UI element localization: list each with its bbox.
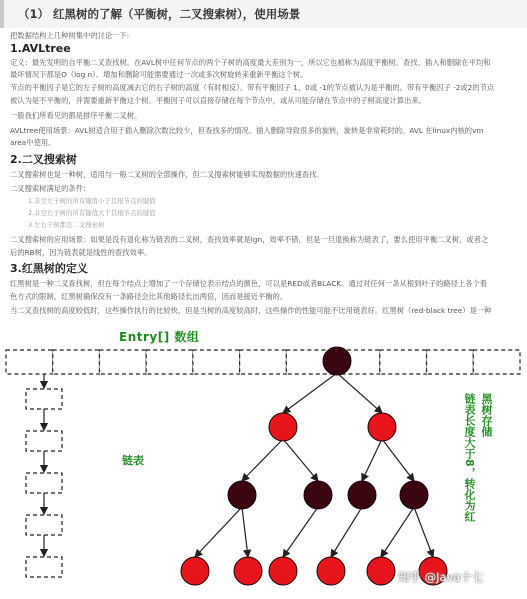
array-slot bbox=[473, 350, 520, 374]
array-slot bbox=[240, 350, 287, 374]
bst-heading: 2.二叉搜索树 bbox=[10, 153, 77, 166]
array-slot bbox=[99, 350, 146, 374]
tree-edge bbox=[381, 507, 414, 557]
linked-list-label: 链表 bbox=[122, 454, 144, 467]
tree-edge bbox=[382, 439, 414, 481]
rbt-line: 色方式的限制，红黑树确保没有一条路径会比其他路径长出两倍，因而是接近平衡的。 bbox=[10, 292, 288, 301]
black-tree-node bbox=[323, 347, 351, 375]
bst-condition: 3.左右子树都是二叉搜索树 bbox=[28, 221, 105, 229]
rbt-line: 红黑树是一种二叉查找树，但在每个结点上增加了一个存储位表示结点的颜色，可以是RED或者BLACK。通过对任何一条从根到叶子的路径上各个着 bbox=[10, 279, 488, 288]
chain-node bbox=[26, 515, 62, 535]
tree-edge bbox=[242, 507, 248, 557]
black-tree-node bbox=[304, 481, 332, 509]
watermark: 知乎 @Java十七 bbox=[398, 570, 484, 584]
section-title: （1） 红黑树的了解（平衡树，二叉搜索树），使用场景 bbox=[0, 0, 527, 28]
avl-line: area中使用。 bbox=[10, 138, 56, 147]
intro-text: 把数据结构上几种树集中的讨论一下: bbox=[10, 31, 130, 40]
avl-heading: 1.AVLtree bbox=[10, 42, 71, 55]
tree-edge bbox=[337, 373, 382, 413]
tree-edge bbox=[362, 439, 382, 481]
array-slot bbox=[146, 350, 193, 374]
tree-edge bbox=[331, 507, 362, 557]
tree-edge bbox=[283, 373, 337, 413]
avl-line: 定义：最先发明的自平衡二叉查找树。在AVL树中任何节点的两个子树的高度最大差别为一，所以它也被称为高度平衡树。查找、插入和删除在平均和 bbox=[10, 58, 491, 67]
array-slot bbox=[53, 350, 100, 374]
black-tree-node bbox=[400, 481, 428, 509]
array-slot bbox=[193, 350, 240, 374]
red-tree-node bbox=[367, 557, 395, 585]
rbt-heading: 3.红黑树的定义 bbox=[10, 262, 88, 275]
avl-line: 节点的平衡因子是它的左子树的高度减去它的右子树的高度（有时相反）。带有平衡因子 1、0或 -1的节点被认为是平衡的。带有平衡因子 -2或2的节点 bbox=[10, 83, 495, 92]
bst-usage: 二叉搜索树的应用场景：如果是没有退化称为链表的二叉树，查找效率就是lgn，效率不错，但是一旦退换称为链表了，要么使用平衡二叉树，或者之 bbox=[10, 235, 489, 244]
tree-edge bbox=[195, 507, 242, 557]
chain-node bbox=[26, 557, 62, 577]
red-tree-node bbox=[181, 557, 209, 585]
tree-edge bbox=[283, 439, 318, 481]
chain-node bbox=[26, 389, 62, 409]
bst-condition: 2.非空右子树的所有键值大于其根节点的键值 bbox=[28, 209, 156, 217]
bst-line: 二叉搜索树满足的条件： bbox=[10, 184, 91, 193]
avl-line: 一般我们所看见的都是排序平衡二叉树。 bbox=[10, 111, 142, 120]
bst-condition: 1.非空左子树的所有键值小于其根节点的键值 bbox=[28, 197, 156, 205]
treeify-note: 黑树存储 bbox=[480, 393, 493, 437]
avl-line: 最坏情况下都是O（log n）。增加和删除可能需要通过一次或多次树旋转来重新平衡这个树。 bbox=[10, 70, 308, 79]
chain-node bbox=[26, 473, 62, 493]
red-tree-node bbox=[234, 557, 262, 585]
tree-edge bbox=[414, 507, 433, 557]
avl-line: 被认为是不平衡的，并需要重新平衡这个树。平衡因子可以直接存储在每个节点中，或从可能存储在节点中的子树高度计算出来。 bbox=[10, 96, 426, 105]
tree-edge bbox=[242, 439, 283, 481]
tree-edge bbox=[283, 507, 318, 557]
black-tree-node bbox=[228, 481, 256, 509]
red-tree-node bbox=[269, 413, 297, 441]
red-tree-node bbox=[368, 413, 396, 441]
rbt-line: 当二叉查找树的高度较低时，这些操作执行的比较快，但是当树的高度较高时，这些操作的性能可能不比用链表好。红黑树（red-black tree）是一种 bbox=[10, 306, 492, 315]
treeify-note: 链表长度大于8，转化为红 bbox=[463, 393, 476, 522]
hashmap-diagram bbox=[0, 323, 527, 599]
diagram-canvas bbox=[0, 323, 527, 599]
black-tree-node bbox=[348, 481, 376, 509]
red-tree-node bbox=[317, 557, 345, 585]
avl-line: AVLtree使用场景：AVL树适合用于插入删除次数比较少，但查找多的情况。插入删除导致很多的旋转，旋转是非常耗时的。AVL 在linux内核的vm bbox=[10, 126, 484, 135]
entry-array-label: Entry[] 数组 bbox=[119, 330, 200, 344]
chain-node bbox=[26, 431, 62, 451]
bst-line: 二叉搜索树也是一种树，适用与一般二叉树的全部操作，但二叉搜索树能够实现数据的快速查找。 bbox=[10, 170, 324, 179]
red-tree-node bbox=[269, 557, 297, 585]
bst-usage: 后的RB树，因为链表就是线性的查找效率。 bbox=[10, 248, 152, 257]
array-slot bbox=[6, 350, 53, 374]
array-slot bbox=[380, 350, 427, 374]
array-slot bbox=[427, 350, 474, 374]
